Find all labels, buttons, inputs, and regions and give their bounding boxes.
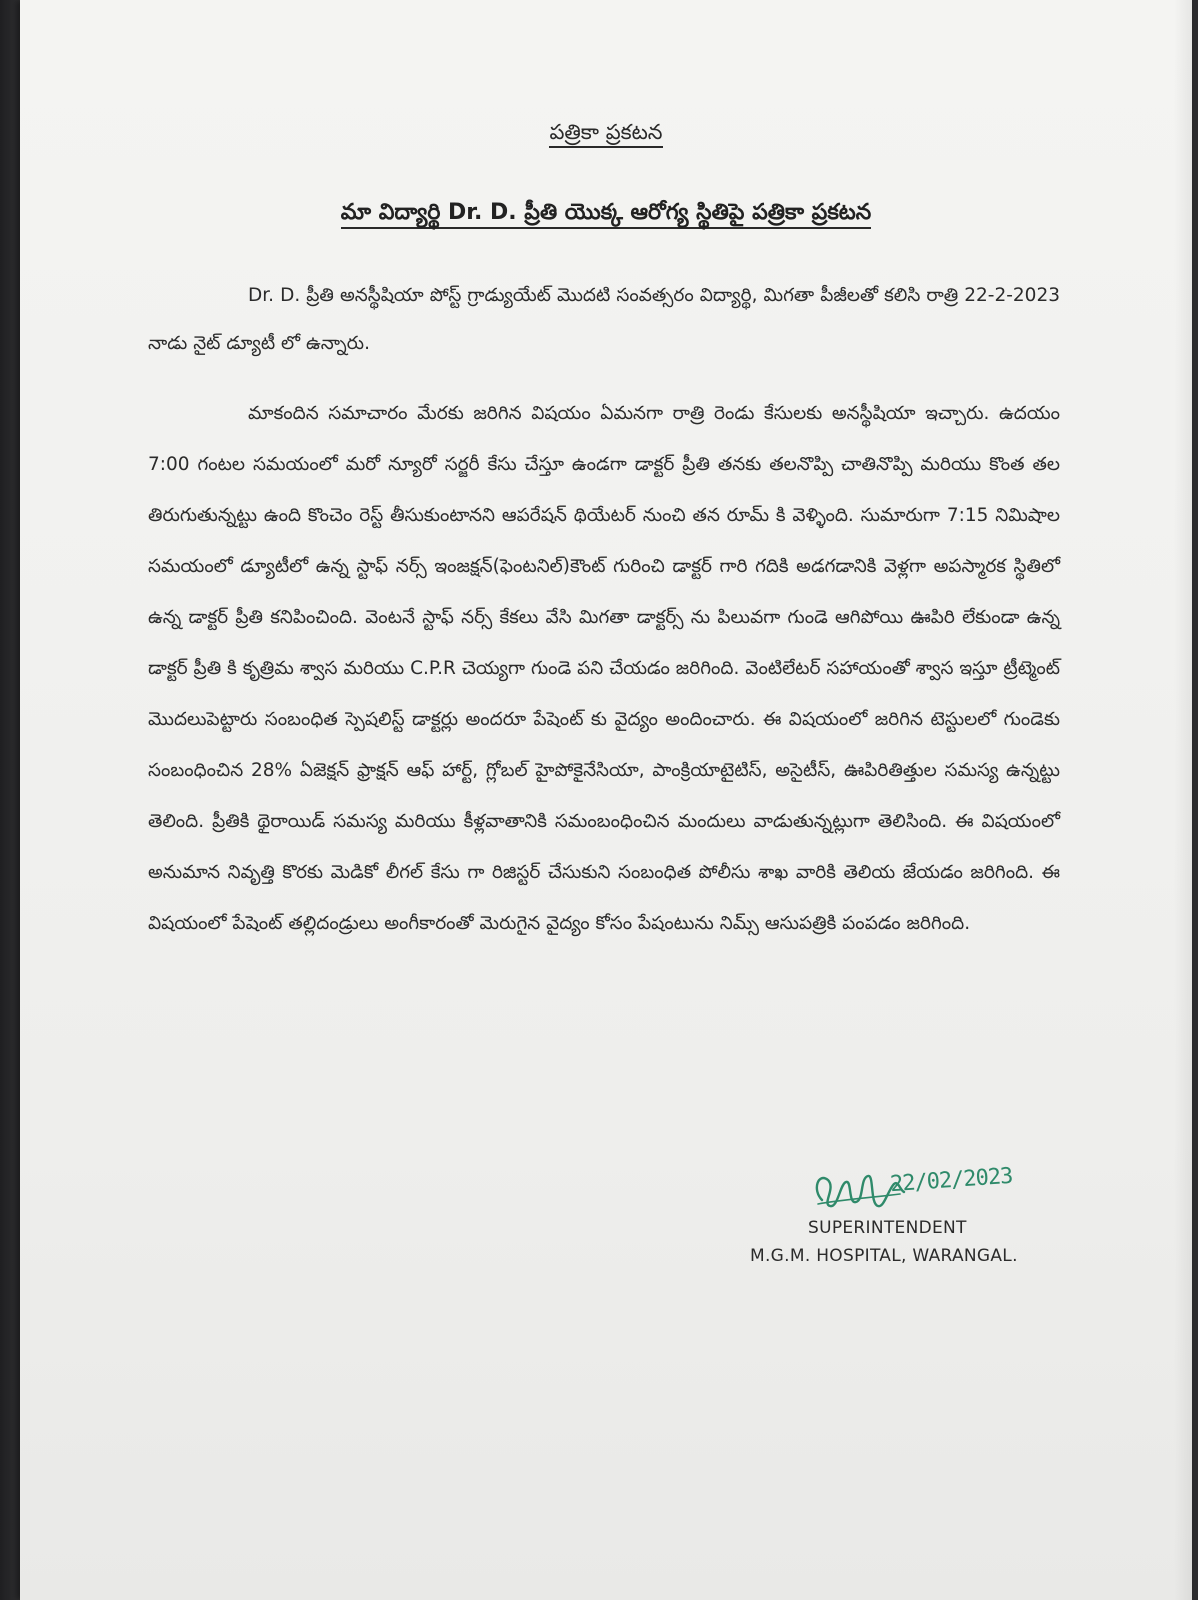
press-release-page [20, 0, 1192, 1600]
document-title: పత్రికా ప్రకటన [20, 120, 1192, 150]
paragraph-1-text: Dr. D. ప్రీతి అనస్థీషియా పోస్ట్ గ్రాడ్యుయేట్ మొదటి సంవత్సరం విద్యార్థి, మిగతా పీజీలతో కలిసి రాత్రి 22-2-2023 నాడు నైట్ డ్యూటీ లో ఉన్నారు. [148, 285, 1060, 354]
designation: SUPERINTENDENT [808, 1218, 967, 1238]
paragraph-2-text: మాకందిన సమాచారం మేరకు జరిగిన విషయం ఏమనగా రాత్రి రెండు కేసులకు అనస్థీషియా ఇచ్చారు. ఉదయం 7:00 గంటల సమయంలో మరో న్యూరో సర్జరీ కేసు చేస్తూ ఉండగా డాక్టర్ ప్రీతి తనకు తలనొప్పి చాతినొప్పి మరియు కొంత తల తిరుగుతున్నట్టు ఉంది కొంచెం రెస్ట్ తీసుకుంటానని ఆపరేషన్ థియేటర్ నుంచి తన రూమ్ కి వెళ్ళింది. సుమారుగా 7:15 నిమిషాల సమయంలో డ్యూటీలో ఉన్న స్టాఫ్ నర్స్ ఇంజక్షన్(ఫెంటనిల్)కౌంట్ గురించి డాక్టర్ గారి గదికి అడగడానికి వెళ్లగా అపస్మారక స్థితిలో ఉన్న డాక్టర్ ప్రీతి కనిపించింది. వెంటనే స్టాఫ్ నర్స్ కేకలు వేసి మిగతా డాక్టర్స్ ను పిలువగా గుండె ఆగిపోయి ఊపిరి లేకుండా ఉన్న డాక్టర్ ప్రీతి కి కృత్రిమ శ్వాస మరియు C.P.R చెయ్యగా గుండె పని చేయడం జరిగింది. వెంటిలేటర్ సహాయంతో శ్వాస ఇస్తూ ట్రీట్మెంట్ మొదలుపెట్టారు సంబంధిత స్పెషలిస్ట్ డాక్టర్లు అందరూ పేషెంట్ కు వైద్యం అందించారు. ఈ విషయంలో జరిగిన టెస్టులలో గుండెకు సంబంధించిన 28% ఏజెక్షన్ ఫ్రాక్షన్ ఆఫ్ హార్ట్, గ్లోబల్ హైపోకైనేసియా, పాంక్రియాటైటిస్, అసైటీస్, ఊపిరితిత్తుల సమస్య ఉన్నట్టు తెలింది. ప్రీతికి థైరాయిడ్ సమస్య మరియు కీళ్లవాతానికి సమంబంధించిన మందులు వాడుతున్నట్లుగా తెలిసింది. ఈ విషయంలో అనుమాన నివృత్తి కొరకు మెడికో లీగల్ కేసు గా రిజిస్టర్ చేసుకుని సంబంధిత పోలీసు శాఖ వారికి తెలియ జేయడం జరిగింది. ఈ విషయంలో పేషెంట్ తల్లిదండ్రులు అంగీకారంతో మెరుగైన వైద్యం కోసం పేషంటును నిమ్స్ ఆసుపత్రికి పంపడం జరిగింది. [148, 403, 1060, 934]
hospital-name: M.G.M. HOSPITAL, WARANGAL. [750, 1246, 1018, 1266]
document-subtitle: మా విద్యార్థి Dr. D. ప్రీతి యొక్క ఆరోగ్య స్థితిపై పత్రికా ప్రకటన [20, 200, 1192, 230]
paragraph-2 [148, 388, 1060, 949]
paragraph-1 [148, 272, 1060, 368]
signature-block [750, 1160, 1080, 1300]
signature-date: 22/02/2023 [889, 1163, 1014, 1198]
